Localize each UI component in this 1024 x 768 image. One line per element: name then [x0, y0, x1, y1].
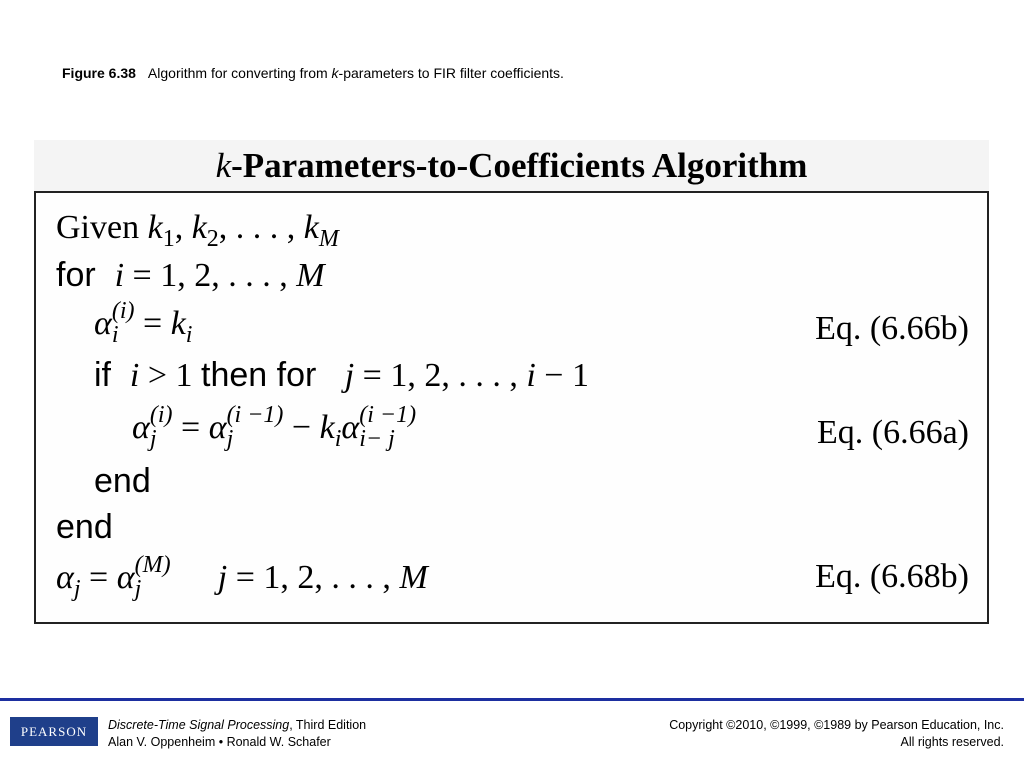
algorithm-title [34, 140, 989, 192]
M-symbol: M [399, 558, 428, 596]
book-title: Discrete-Time Signal Processing [108, 718, 290, 732]
alpha-subscript: j [226, 426, 234, 452]
alpha-indices [135, 553, 171, 601]
algo-line-given [56, 207, 339, 252]
algorithm-box [34, 191, 989, 624]
k-symbol: k [147, 209, 163, 246]
alpha-symbol: α [341, 408, 360, 446]
alpha-superscript: (i −1) [226, 402, 284, 428]
alpha-symbol: α [208, 408, 227, 446]
k-symbol: k [170, 304, 186, 342]
caption-text-after: -parameters to FIR filter coefficients. [338, 65, 564, 81]
algo-line-for [56, 255, 325, 296]
j-symbol: j [217, 558, 228, 596]
alpha-symbol: α [116, 558, 135, 596]
given-keyword: Given [56, 209, 148, 246]
algorithm-title-italic: k [215, 146, 232, 185]
alpha-subscript: j [73, 575, 81, 602]
figure-caption [62, 64, 564, 82]
alpha-subscript: j [134, 576, 142, 602]
alpha-symbol: α [94, 304, 112, 342]
alpha-indices [150, 403, 173, 451]
alpha-subscript: j [149, 426, 157, 452]
k-symbol: k [191, 209, 207, 246]
i-symbol: i [114, 257, 125, 294]
minus-sign: − [283, 408, 320, 446]
alpha-symbol: α [56, 558, 74, 596]
algo-line-final [56, 552, 428, 603]
equals-sign: = [172, 408, 209, 446]
k-symbol: k [319, 408, 335, 446]
k-subscript: i [185, 321, 193, 348]
figure-label: Figure 6.38 [62, 65, 136, 81]
alpha-superscript: (M) [134, 552, 171, 578]
alpha-indices [227, 403, 284, 451]
caption-text-italic: k [331, 65, 339, 81]
i-symbol: i [526, 357, 536, 394]
i-symbol: i [129, 357, 140, 394]
greater-than-text: > 1 [139, 357, 202, 394]
equals-sign: = [134, 304, 171, 342]
algo-line-recursion [132, 402, 417, 453]
caption-text-before: Algorithm for converting from [147, 65, 332, 81]
algo-line-end-outer: end [56, 508, 113, 546]
equals-sign: = [80, 558, 117, 596]
rights-text: All rights reserved. [900, 735, 1004, 749]
equation-ref-6-66a: Eq. (6.66a) [816, 414, 969, 451]
footer-book-info [108, 717, 366, 751]
alpha-indices [359, 403, 416, 451]
book-edition: , Third Edition [289, 718, 367, 732]
range-text: = 1, 2, . . . , [124, 257, 297, 294]
separator: , [174, 209, 192, 246]
k-subscript-1: 1 [162, 226, 175, 252]
then-for-keyword: then for [201, 356, 317, 394]
k-subscript-2: 2 [206, 226, 219, 252]
for-keyword: for [56, 256, 96, 294]
alpha-superscript: (i) [111, 298, 135, 324]
k-subscript: i [334, 425, 342, 452]
k-symbol: k [303, 209, 319, 246]
alpha-symbol: α [132, 408, 150, 446]
alpha-subscript: i− j [359, 426, 395, 452]
algo-line-if [94, 355, 589, 396]
equation-ref-6-68b: Eq. (6.68b) [815, 558, 969, 595]
range-text: = 1, 2, . . . , [227, 558, 400, 596]
alpha-indices [112, 299, 135, 347]
if-keyword: if [94, 356, 111, 394]
alpha-superscript: (i −1) [359, 402, 417, 428]
j-symbol: j [344, 357, 355, 394]
minus-one-text: − 1 [535, 357, 589, 394]
alpha-superscript: (i) [149, 402, 173, 428]
footer-copyright [669, 717, 1004, 751]
algorithm-title-rest: -Parameters-to-Coefficients Algorithm [231, 146, 808, 185]
algo-line-alpha-init [94, 298, 193, 349]
copyright-text: Copyright ©2010, ©1999, ©1989 by Pearson Education, Inc. [669, 718, 1004, 732]
M-symbol: M [296, 257, 325, 294]
equation-ref-6-66b: Eq. (6.66b) [815, 310, 969, 347]
separator: , . . . , [218, 209, 304, 246]
footer-divider [0, 698, 1024, 701]
range-text: = 1, 2, . . . , [354, 357, 527, 394]
book-authors: Alan V. Oppenheim • Ronald W. Schafer [108, 735, 331, 749]
k-subscript-M: M [318, 226, 339, 252]
pearson-logo: PEARSON [10, 717, 98, 746]
alpha-subscript: i [111, 322, 119, 348]
algo-line-end-inner: end [94, 462, 151, 500]
